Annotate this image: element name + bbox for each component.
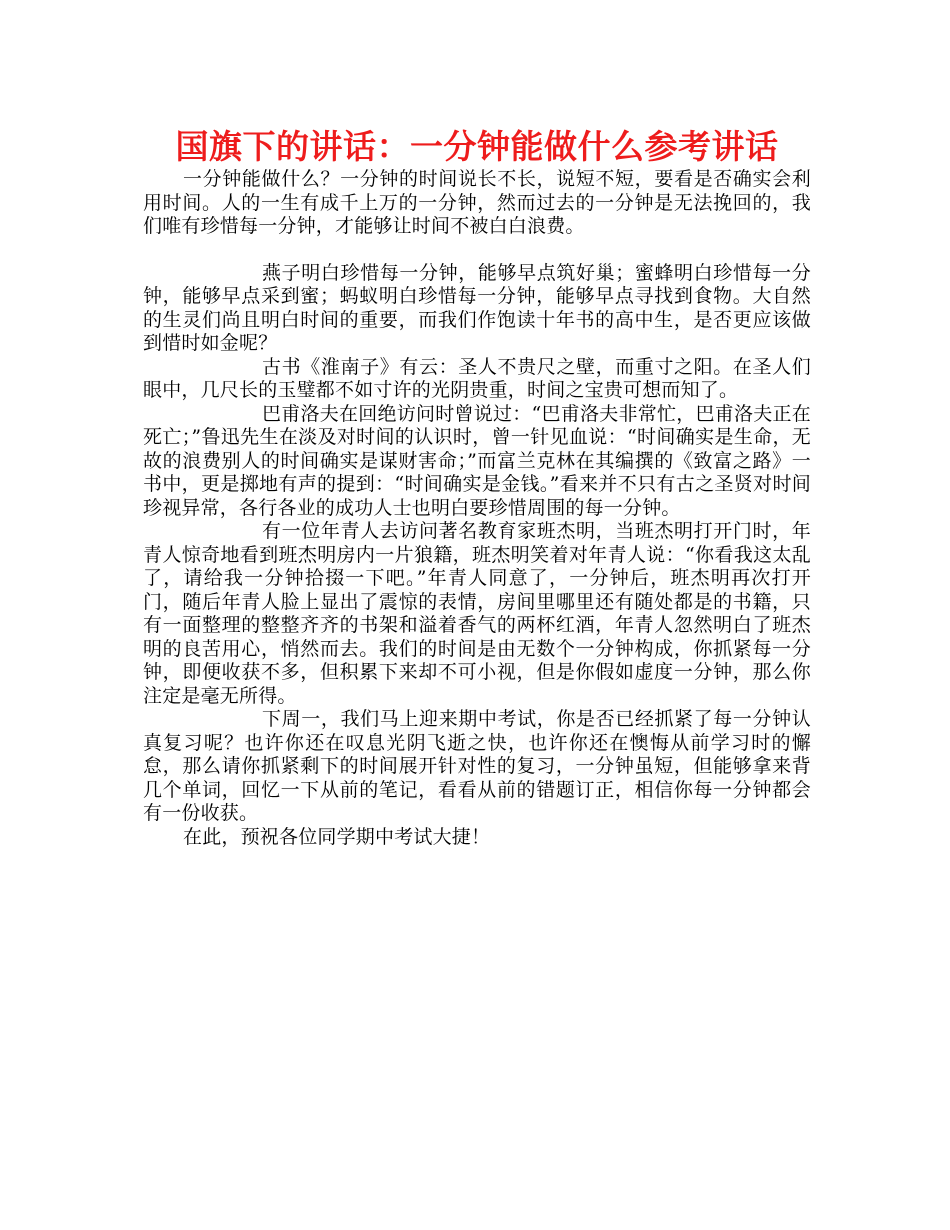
document-title: 国旗下的讲话：一分钟能做什么参考讲话: [175, 127, 779, 166]
paragraph-quotes: 巴甫洛夫在回绝访问时曾说过：“巴甫洛夫非常忙，巴甫洛夫正在死亡；”鲁迅先生在淡及对时间的认识时，曾一针见血说：“时间确实是生命，无故的浪费别人的时间确实是谋财害命；”而富兰克林在其编撰的《致富之路》一书中，更是掷地有声的提到：“时间确实是金钱。”看来并不只有古之圣贤对时间珍视异常，各行各业的成功人士也明白要珍惜周围的每一分钟。: [143, 402, 811, 519]
paragraph-benjamin-story: 有一位年青人去访问著名教育家班杰明，当班杰明打开门时，年青人惊奇地看到班杰明房内一片狼籍，班杰明笑着对年青人说：“你看我这太乱了，请给我一分钟拾掇一下吧。”年青人同意了，一分钟后，班杰明再次打开门，随后年青人脸上显出了震惊的表情，房间里哪里还有随处都是的书籍，只有一面整理的整整齐齐的书架和溢着香气的两杯红酒，年青人忽然明白了班杰明的良苦用心，悄然而去。我们的时间是由无数个一分钟构成，你抓紧每一分钟，即便收获不多，但积累下来却不可小视，但是你假如虚度一分钟，那么你注定是毫无所得。: [143, 520, 811, 707]
paragraph-animals: 燕子明白珍惜每一分钟，能够早点筑好巢；蜜蜂明白珍惜每一分钟，能够早点采到蜜；蚂蚁明白珍惜每一分钟，能够早点寻找到食物。大自然的生灵们尚且明白时间的重要，而我们作饱读十年书的高中生，是否更应该做到惜时如金呢？: [143, 261, 811, 354]
paragraph-intro: 一分钟能做什么？一分钟的时间说长不长，说短不短，要看是否确实会利用时间。人的一生有成千上万的一分钟，然而过去的一分钟是无法挽回的，我们唯有珍惜每一分钟，才能够让时间不被白白浪费。: [143, 168, 811, 237]
document-page: [143, 126, 811, 849]
paragraph-exam: 下周一，我们马上迎来期中考试，你是否已经抓紧了每一分钟认真复习呢？也许你还在叹息光阴飞逝之快，也许你还在懊悔从前学习时的懈怠，那么请你抓紧剩下的时间展开针对性的复习，一分钟虽短，但能够拿来背几个单词，回忆一下从前的笔记，看看从前的错题订正，相信你每一分钟都会有一份收获。: [143, 708, 811, 824]
paragraph-huainanzi: 古书《淮南子》有云：圣人不贵尺之壁，而重寸之阳。在圣人们眼中，几尺长的玉璧都不如寸许的光阴贵重，时间之宝贵可想而知了。: [143, 355, 811, 401]
paragraph-gap: [143, 239, 811, 262]
paragraph-closing: 在此，预祝各位同学期中考试大捷！: [183, 825, 491, 848]
